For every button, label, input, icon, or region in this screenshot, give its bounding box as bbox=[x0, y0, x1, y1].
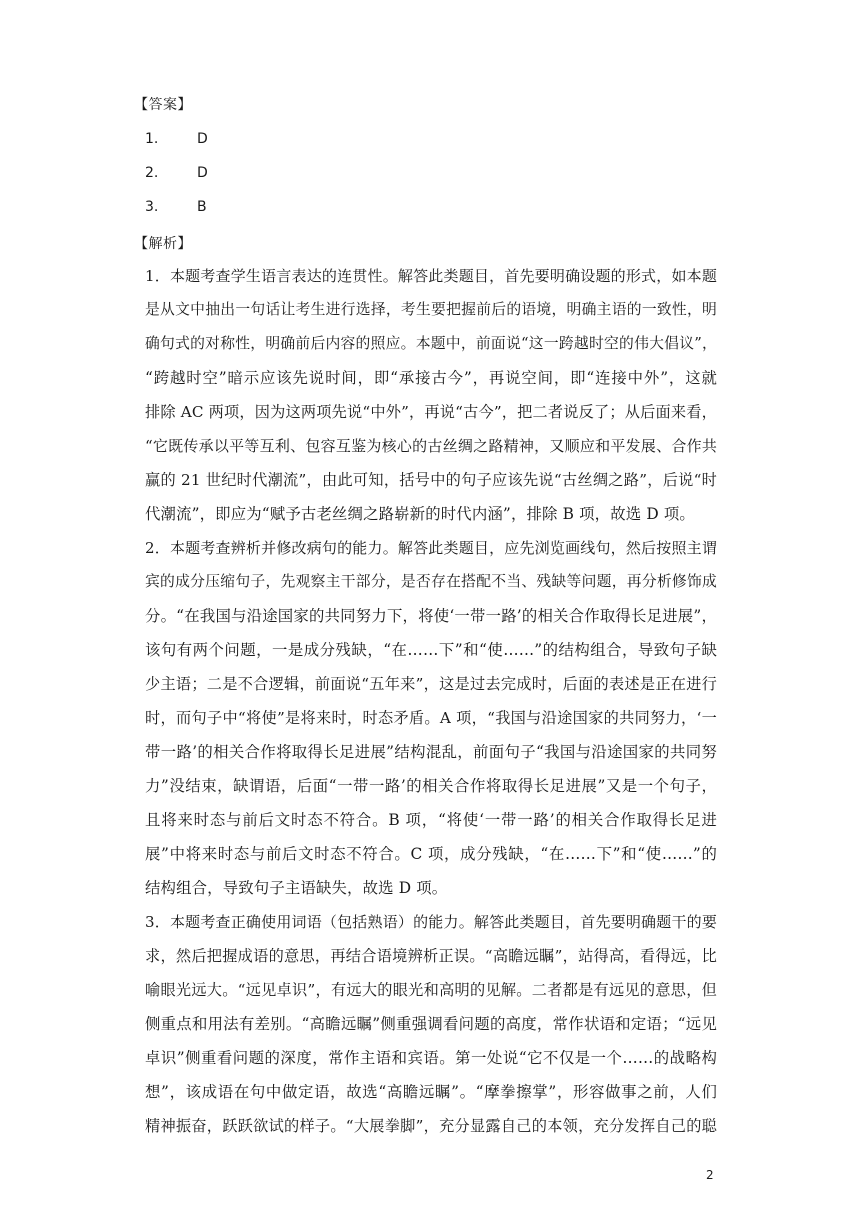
answer-heading: 【答案】 bbox=[134, 97, 192, 113]
paragraph-line: 结构组合，导致句子主语缺失，故选 D 项。 bbox=[145, 879, 448, 897]
paragraph-line: 2．本题考查辨析并修改病句的能力。解答此类题目，应先浏览画线句，然后按照主谓 bbox=[145, 539, 717, 557]
paragraph-line: 排除 AC 两项，因为这两项先说“中外”，再说“古今”，把二者说反了；从后面来看， bbox=[145, 403, 717, 421]
paragraph-line: 3．本题考查正确使用词语（包括熟语）的能力。解答此类题目，首先要明确题干的要 bbox=[145, 913, 717, 931]
answer-number: 3. bbox=[145, 199, 159, 215]
answer-value: B bbox=[197, 199, 207, 215]
paragraph-line: 喻眼光远大。“远见卓识”，有远大的眼光和高明的见解。二者都是有远见的意思，但 bbox=[145, 981, 717, 999]
analysis-heading: 【解析】 bbox=[134, 236, 192, 252]
paragraph-line: 带一路’的相关合作将取得长足进展”结构混乱，前面句子“我国与沿途国家的共同努 bbox=[145, 743, 717, 761]
paragraph-line: 代潮流”，即应为“赋予古老丝绸之路崭新的时代内涵”，排除 B 项，故选 D 项。 bbox=[145, 505, 695, 523]
paragraph-line: 该句有两个问题，一是成分残缺，“在……下”和“使……”的结构组合，导致句子缺 bbox=[145, 641, 717, 659]
paragraph-line: 求，然后把握成语的意思，再结合语境辨析正误。“高瞻远瞩”，站得高，看得远，比 bbox=[145, 947, 717, 965]
paragraph-line: 精神振奋，跃跃欲试的样子。“大展拳脚”，充分显露自己的本领，充分发挥自己的聪 bbox=[145, 1117, 717, 1135]
paragraph-line: 卓识”侧重看问题的深度，常作主语和宾语。第一处说“它不仅是一个……的战略构 bbox=[145, 1049, 717, 1067]
paragraph-line: 宾的成分压缩句子，先观察主干部分，是否存在搭配不当、残缺等问题，再分析修饰成 bbox=[145, 573, 717, 590]
paragraph-line: 确句式的对称性，明确前后内容的照应。本题中，前面说“这一跨越时空的伟大倡议”， bbox=[145, 335, 717, 352]
paragraph-line: 少主语；二是不合逻辑，前面说“五年来”，这是过去完成时，后面的表述是正在进行 bbox=[145, 675, 717, 693]
paragraph-line: 侧重点和用法有差别。“高瞻远瞩”侧重强调看问题的高度，常作状语和定语；“远见 bbox=[145, 1015, 717, 1033]
page-number: 2 bbox=[706, 1168, 714, 1182]
paragraph-line: 想”，该成语在句中做定语，故选“高瞻远瞩”。“摩拳擦掌”，形容做事之前，人们 bbox=[145, 1083, 717, 1101]
answer-value: D bbox=[197, 131, 208, 147]
answer-value: D bbox=[197, 165, 208, 181]
paragraph-line: 分。“在我国与沿途国家的共同努力下，将使‘一带一路’的相关合作取得长足进展”， bbox=[145, 607, 717, 625]
paragraph-line: 时，而句子中“将使”是将来时，时态矛盾。A 项，“我国与沿途国家的共同努力，‘一 bbox=[145, 709, 717, 727]
paragraph-line: 是从文中抽出一句话让考生进行选择，考生要把握前后的语境，明确主语的一致性，明 bbox=[145, 301, 717, 318]
paragraph-line: “跨越时空”暗示应该先说时间，即“承接古今”，再说空间，即“连接中外”，这就 bbox=[145, 369, 717, 387]
paragraph-line: 力”没结束，缺谓语，后面“一带一路’的相关合作将取得长足进展”又是一个句子， bbox=[145, 777, 717, 795]
answer-number: 2. bbox=[145, 165, 159, 181]
paragraph-line: 1．本题考查学生语言表达的连贯性。解答此类题目，首先要明确设题的形式，如本题 bbox=[145, 267, 717, 285]
paragraph-line: “它既传承以平等互利、包容互鉴为核心的古丝绸之路精神，又顺应和平发展、合作共 bbox=[145, 437, 717, 455]
paragraph-line: 展”中将来时态与前后文时态不符合。C 项，成分残缺，“在……下”和“使……”的 bbox=[145, 845, 717, 863]
paragraph-line: 且将来时态与前后文时态不符合。B 项，“将使‘一带一路’的相关合作取得长足进 bbox=[145, 811, 717, 829]
answer-number: 1. bbox=[145, 131, 159, 147]
paragraph-line: 赢的 21 世纪时代潮流”，由此可知，括号中的句子应该先说“古丝绸之路”，后说“时 bbox=[145, 471, 717, 489]
